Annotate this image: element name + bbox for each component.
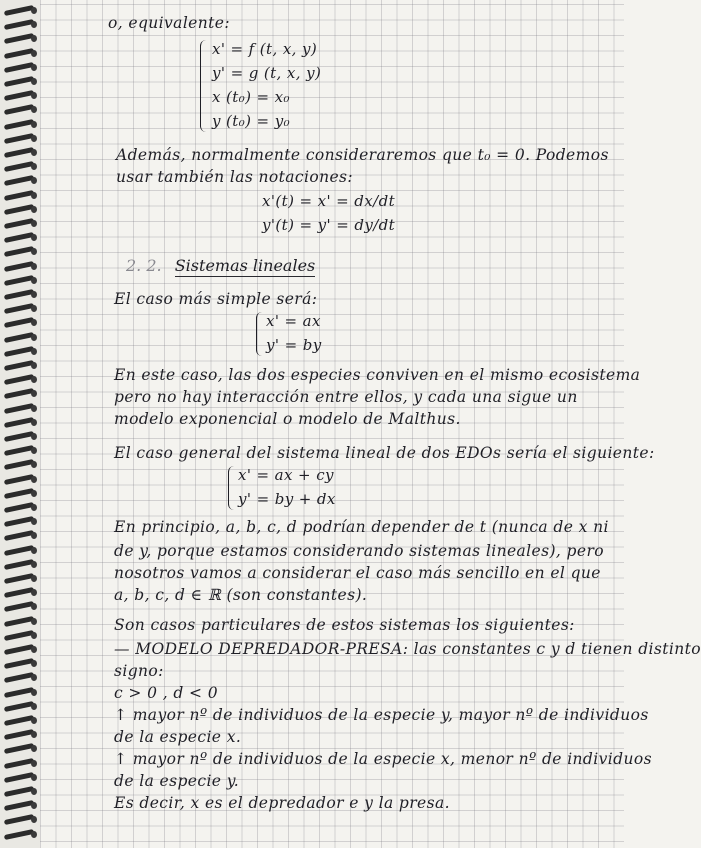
punch-hole xyxy=(31,248,37,255)
spiral-wire xyxy=(4,644,34,655)
system2-eq2: y' = by xyxy=(266,336,322,354)
spiral-ring xyxy=(4,148,38,157)
spiral-wire xyxy=(4,502,34,513)
spiral-ring xyxy=(4,233,38,242)
spiral-ring xyxy=(4,333,38,342)
punch-hole xyxy=(31,816,37,823)
system3-eq1: x' = ax + cy xyxy=(238,466,334,484)
section-title: Sistemas lineales xyxy=(174,256,316,275)
spiral-ring xyxy=(4,290,38,299)
p2-line1: El caso más simple será: xyxy=(114,290,318,308)
spiral-ring xyxy=(4,276,38,285)
punch-hole xyxy=(31,788,37,795)
spiral-wire xyxy=(4,232,34,243)
punch-hole xyxy=(31,589,37,596)
section-heading xyxy=(126,256,315,275)
spiral-ring xyxy=(4,787,38,796)
spiral-ring xyxy=(4,730,38,739)
spiral-wire xyxy=(4,772,34,783)
system2-brace xyxy=(256,312,265,356)
punch-hole xyxy=(31,419,37,426)
spiral-ring xyxy=(4,531,38,540)
punch-hole xyxy=(31,390,37,397)
spiral-ring xyxy=(4,418,38,427)
spiral-wire xyxy=(4,829,34,840)
spiral-ring xyxy=(4,205,38,214)
punch-hole xyxy=(31,504,37,511)
spiral-ring xyxy=(4,262,38,271)
spiral-wire xyxy=(4,19,34,30)
system3-brace xyxy=(228,466,237,510)
p1-line2: usar también las notaciones: xyxy=(116,168,354,186)
p4-line1: El caso general del sistema lineal de dos EDOs sería el siguiente: xyxy=(114,444,655,462)
spiral-wire xyxy=(4,530,34,541)
spiral-ring xyxy=(4,688,38,697)
spiral-wire xyxy=(4,360,34,371)
punch-hole xyxy=(31,21,37,28)
spiral-wire xyxy=(4,573,34,584)
punch-hole xyxy=(31,447,37,454)
spiral-wire xyxy=(4,417,34,428)
spiral-wire xyxy=(4,346,34,357)
spiral-wire xyxy=(4,190,34,201)
system1-brace xyxy=(200,40,209,132)
punch-hole xyxy=(31,121,37,128)
spiral-ring xyxy=(4,304,38,313)
spiral-ring xyxy=(4,716,38,725)
spiral-wire xyxy=(4,814,34,825)
p6-line7: ↑ mayor nº de individuos de la especie x, menor nº de individuos xyxy=(114,750,652,768)
spiral-ring xyxy=(4,460,38,469)
spiral-wire xyxy=(4,743,34,754)
spiral-wire xyxy=(4,445,34,456)
p1-line1: Además, normalmente consideraremos que t₀ = 0. Podemos xyxy=(116,146,609,164)
p6-line4: c > 0 , d < 0 xyxy=(114,684,218,702)
spiral-ring xyxy=(4,645,38,654)
spiral-ring xyxy=(4,176,38,185)
spiral-wire xyxy=(4,729,34,740)
p6-line6: de la especie x. xyxy=(114,728,242,746)
spiral-wire xyxy=(4,388,34,399)
spiral-wire xyxy=(4,48,34,59)
punch-hole xyxy=(31,92,37,99)
spiral-wire xyxy=(4,431,34,442)
spiral-wire xyxy=(4,630,34,641)
spiral-wire xyxy=(4,658,34,669)
notation-eq2: y'(t) = y' = dy/dt xyxy=(262,216,396,234)
spiral-ring xyxy=(4,475,38,484)
system1-eq1: x' = f (t, x, y) xyxy=(212,40,318,58)
p6-line5: ↑ mayor nº de individuos de la especie y, mayor nº de individuos xyxy=(114,706,649,724)
spiral-ring xyxy=(4,219,38,228)
spiral-wire xyxy=(4,800,34,811)
spiral-ring xyxy=(4,49,38,58)
punch-hole xyxy=(31,305,37,312)
punch-hole xyxy=(31,135,37,142)
spiral-wire xyxy=(4,218,34,229)
spiral-binding xyxy=(0,0,40,848)
punch-hole xyxy=(31,263,37,270)
punch-hole xyxy=(31,518,37,525)
punch-hole xyxy=(31,206,37,213)
spiral-ring xyxy=(4,560,38,569)
spiral-wire xyxy=(4,62,34,73)
spiral-wire xyxy=(4,687,34,698)
punch-hole xyxy=(31,220,37,227)
spiral-ring xyxy=(4,801,38,810)
spiral-ring xyxy=(4,602,38,611)
spiral-ring xyxy=(4,432,38,441)
system3-eq2: y' = by + dx xyxy=(238,490,336,508)
spiral-wire xyxy=(4,204,34,215)
spiral-wire xyxy=(4,601,34,612)
spiral-ring xyxy=(4,77,38,86)
punch-hole xyxy=(31,547,37,554)
punch-hole xyxy=(31,234,37,241)
punch-hole xyxy=(31,476,37,483)
spiral-wire xyxy=(4,161,34,172)
spiral-ring xyxy=(4,503,38,512)
spiral-wire xyxy=(4,175,34,186)
spiral-ring xyxy=(4,588,38,597)
p3-line1: En este caso, las dos especies conviven en el mismo ecosistema xyxy=(114,366,641,384)
punch-hole xyxy=(31,433,37,440)
punch-hole xyxy=(31,561,37,568)
p5-line3: nosotros vamos a considerar el caso más sencillo en el que xyxy=(114,564,601,582)
punch-hole xyxy=(31,50,37,57)
spiral-wire xyxy=(4,33,34,44)
punch-hole xyxy=(31,646,37,653)
punch-hole xyxy=(31,362,37,369)
punch-hole xyxy=(31,192,37,199)
spiral-wire xyxy=(4,786,34,797)
p6-line9: Es decir, x es el depredador e y la presa. xyxy=(114,794,450,812)
punch-hole xyxy=(31,277,37,284)
spiral-wire xyxy=(4,672,34,683)
punch-hole xyxy=(31,632,37,639)
spiral-ring xyxy=(4,63,38,72)
punch-hole xyxy=(31,461,37,468)
spiral-wire xyxy=(4,76,34,87)
spiral-wire xyxy=(4,246,34,257)
spiral-wire xyxy=(4,403,34,414)
spiral-ring xyxy=(4,34,38,43)
spiral-wire xyxy=(4,332,34,343)
punch-hole xyxy=(31,618,37,625)
spiral-ring xyxy=(4,617,38,626)
spiral-ring xyxy=(4,318,38,327)
spiral-ring xyxy=(4,20,38,29)
spiral-ring xyxy=(4,446,38,455)
spiral-ring xyxy=(4,191,38,200)
spiral-ring xyxy=(4,546,38,555)
spiral-wire xyxy=(4,474,34,485)
spiral-wire xyxy=(4,303,34,314)
spiral-wire xyxy=(4,317,34,328)
spiral-ring xyxy=(4,134,38,143)
p3-line3: modelo exponencial o modelo de Malthus. xyxy=(114,410,461,428)
spiral-ring xyxy=(4,105,38,114)
spiral-ring xyxy=(4,517,38,526)
spiral-wire xyxy=(4,516,34,527)
p6-line2: — MODELO DEPREDADOR-PRESA: las constantes c y d tienen distinto xyxy=(114,640,701,658)
spiral-ring xyxy=(4,162,38,171)
spiral-ring xyxy=(4,389,38,398)
punch-hole xyxy=(31,745,37,752)
spiral-ring xyxy=(4,91,38,100)
spiral-ring xyxy=(4,631,38,640)
spiral-wire xyxy=(4,758,34,769)
spiral-wire xyxy=(4,701,34,712)
spiral-wire xyxy=(4,374,34,385)
punch-hole xyxy=(31,575,37,582)
system1-eq4: y (t₀) = y₀ xyxy=(212,112,290,130)
spiral-wire xyxy=(4,488,34,499)
p6-line3: signo: xyxy=(114,662,164,680)
punch-hole xyxy=(31,674,37,681)
punch-hole xyxy=(31,532,37,539)
notation-eq1: x'(t) = x' = dx/dt xyxy=(262,192,396,210)
intro-line: o, equivalente: xyxy=(108,14,230,32)
spiral-wire xyxy=(4,289,34,300)
punch-hole xyxy=(31,802,37,809)
spiral-ring xyxy=(4,744,38,753)
spiral-ring xyxy=(4,6,38,15)
punch-hole xyxy=(31,149,37,156)
spiral-wire xyxy=(4,559,34,570)
punch-hole xyxy=(31,163,37,170)
p3-line2: pero no hay interacción entre ellos, y cada una sigue un xyxy=(114,388,578,406)
system1-eq2: y' = g (t, x, y) xyxy=(212,64,322,82)
punch-hole xyxy=(31,703,37,710)
punch-hole xyxy=(31,376,37,383)
punch-hole xyxy=(31,291,37,298)
spiral-wire xyxy=(4,90,34,101)
spiral-wire xyxy=(4,715,34,726)
spiral-wire xyxy=(4,459,34,470)
spiral-wire xyxy=(4,133,34,144)
spiral-ring xyxy=(4,830,38,839)
spiral-ring xyxy=(4,247,38,256)
p5-line4: a, b, c, d ∈ ℝ (son constantes). xyxy=(114,586,368,604)
punch-hole xyxy=(31,64,37,71)
p5-line2: de y, porque estamos considerando sistemas lineales), pero xyxy=(114,542,604,560)
spiral-ring xyxy=(4,347,38,356)
punch-hole xyxy=(31,334,37,341)
punch-hole xyxy=(31,760,37,767)
spiral-wire xyxy=(4,261,34,272)
spiral-wire xyxy=(4,119,34,130)
spiral-ring xyxy=(4,702,38,711)
spiral-wire xyxy=(4,616,34,627)
spiral-ring xyxy=(4,673,38,682)
punch-hole xyxy=(31,7,37,14)
spiral-ring xyxy=(4,375,38,384)
spiral-wire xyxy=(4,545,34,556)
punch-hole xyxy=(31,774,37,781)
punch-hole xyxy=(31,35,37,42)
punch-hole xyxy=(31,603,37,610)
section-number: 2. 2. xyxy=(126,256,162,275)
punch-hole xyxy=(31,660,37,667)
punch-hole xyxy=(31,731,37,738)
spiral-ring xyxy=(4,361,38,370)
spiral-wire xyxy=(4,275,34,286)
spiral-ring xyxy=(4,773,38,782)
system1-eq3: x (t₀) = x₀ xyxy=(212,88,290,106)
p5-line1: En principio, a, b, c, d podrían depender de t (nunca de x ni xyxy=(114,518,609,536)
p6-line1: Son casos particulares de estos sistemas los siguientes: xyxy=(114,616,575,634)
punch-hole xyxy=(31,717,37,724)
punch-hole xyxy=(31,106,37,113)
punch-hole xyxy=(31,689,37,696)
spiral-ring xyxy=(4,759,38,768)
punch-hole xyxy=(31,405,37,412)
punch-hole xyxy=(31,78,37,85)
spiral-ring xyxy=(4,659,38,668)
punch-hole xyxy=(31,319,37,326)
spiral-ring xyxy=(4,574,38,583)
punch-hole xyxy=(31,490,37,497)
spiral-wire xyxy=(4,104,34,115)
punch-hole xyxy=(31,348,37,355)
spiral-wire xyxy=(4,5,34,16)
spiral-ring xyxy=(4,815,38,824)
system2-eq1: x' = ax xyxy=(266,312,321,330)
spiral-wire xyxy=(4,587,34,598)
spiral-ring xyxy=(4,404,38,413)
p6-line8: de la especie y. xyxy=(114,772,240,790)
punch-hole xyxy=(31,831,37,838)
spiral-wire xyxy=(4,147,34,158)
punch-hole xyxy=(31,177,37,184)
spiral-ring xyxy=(4,120,38,129)
spiral-ring xyxy=(4,489,38,498)
